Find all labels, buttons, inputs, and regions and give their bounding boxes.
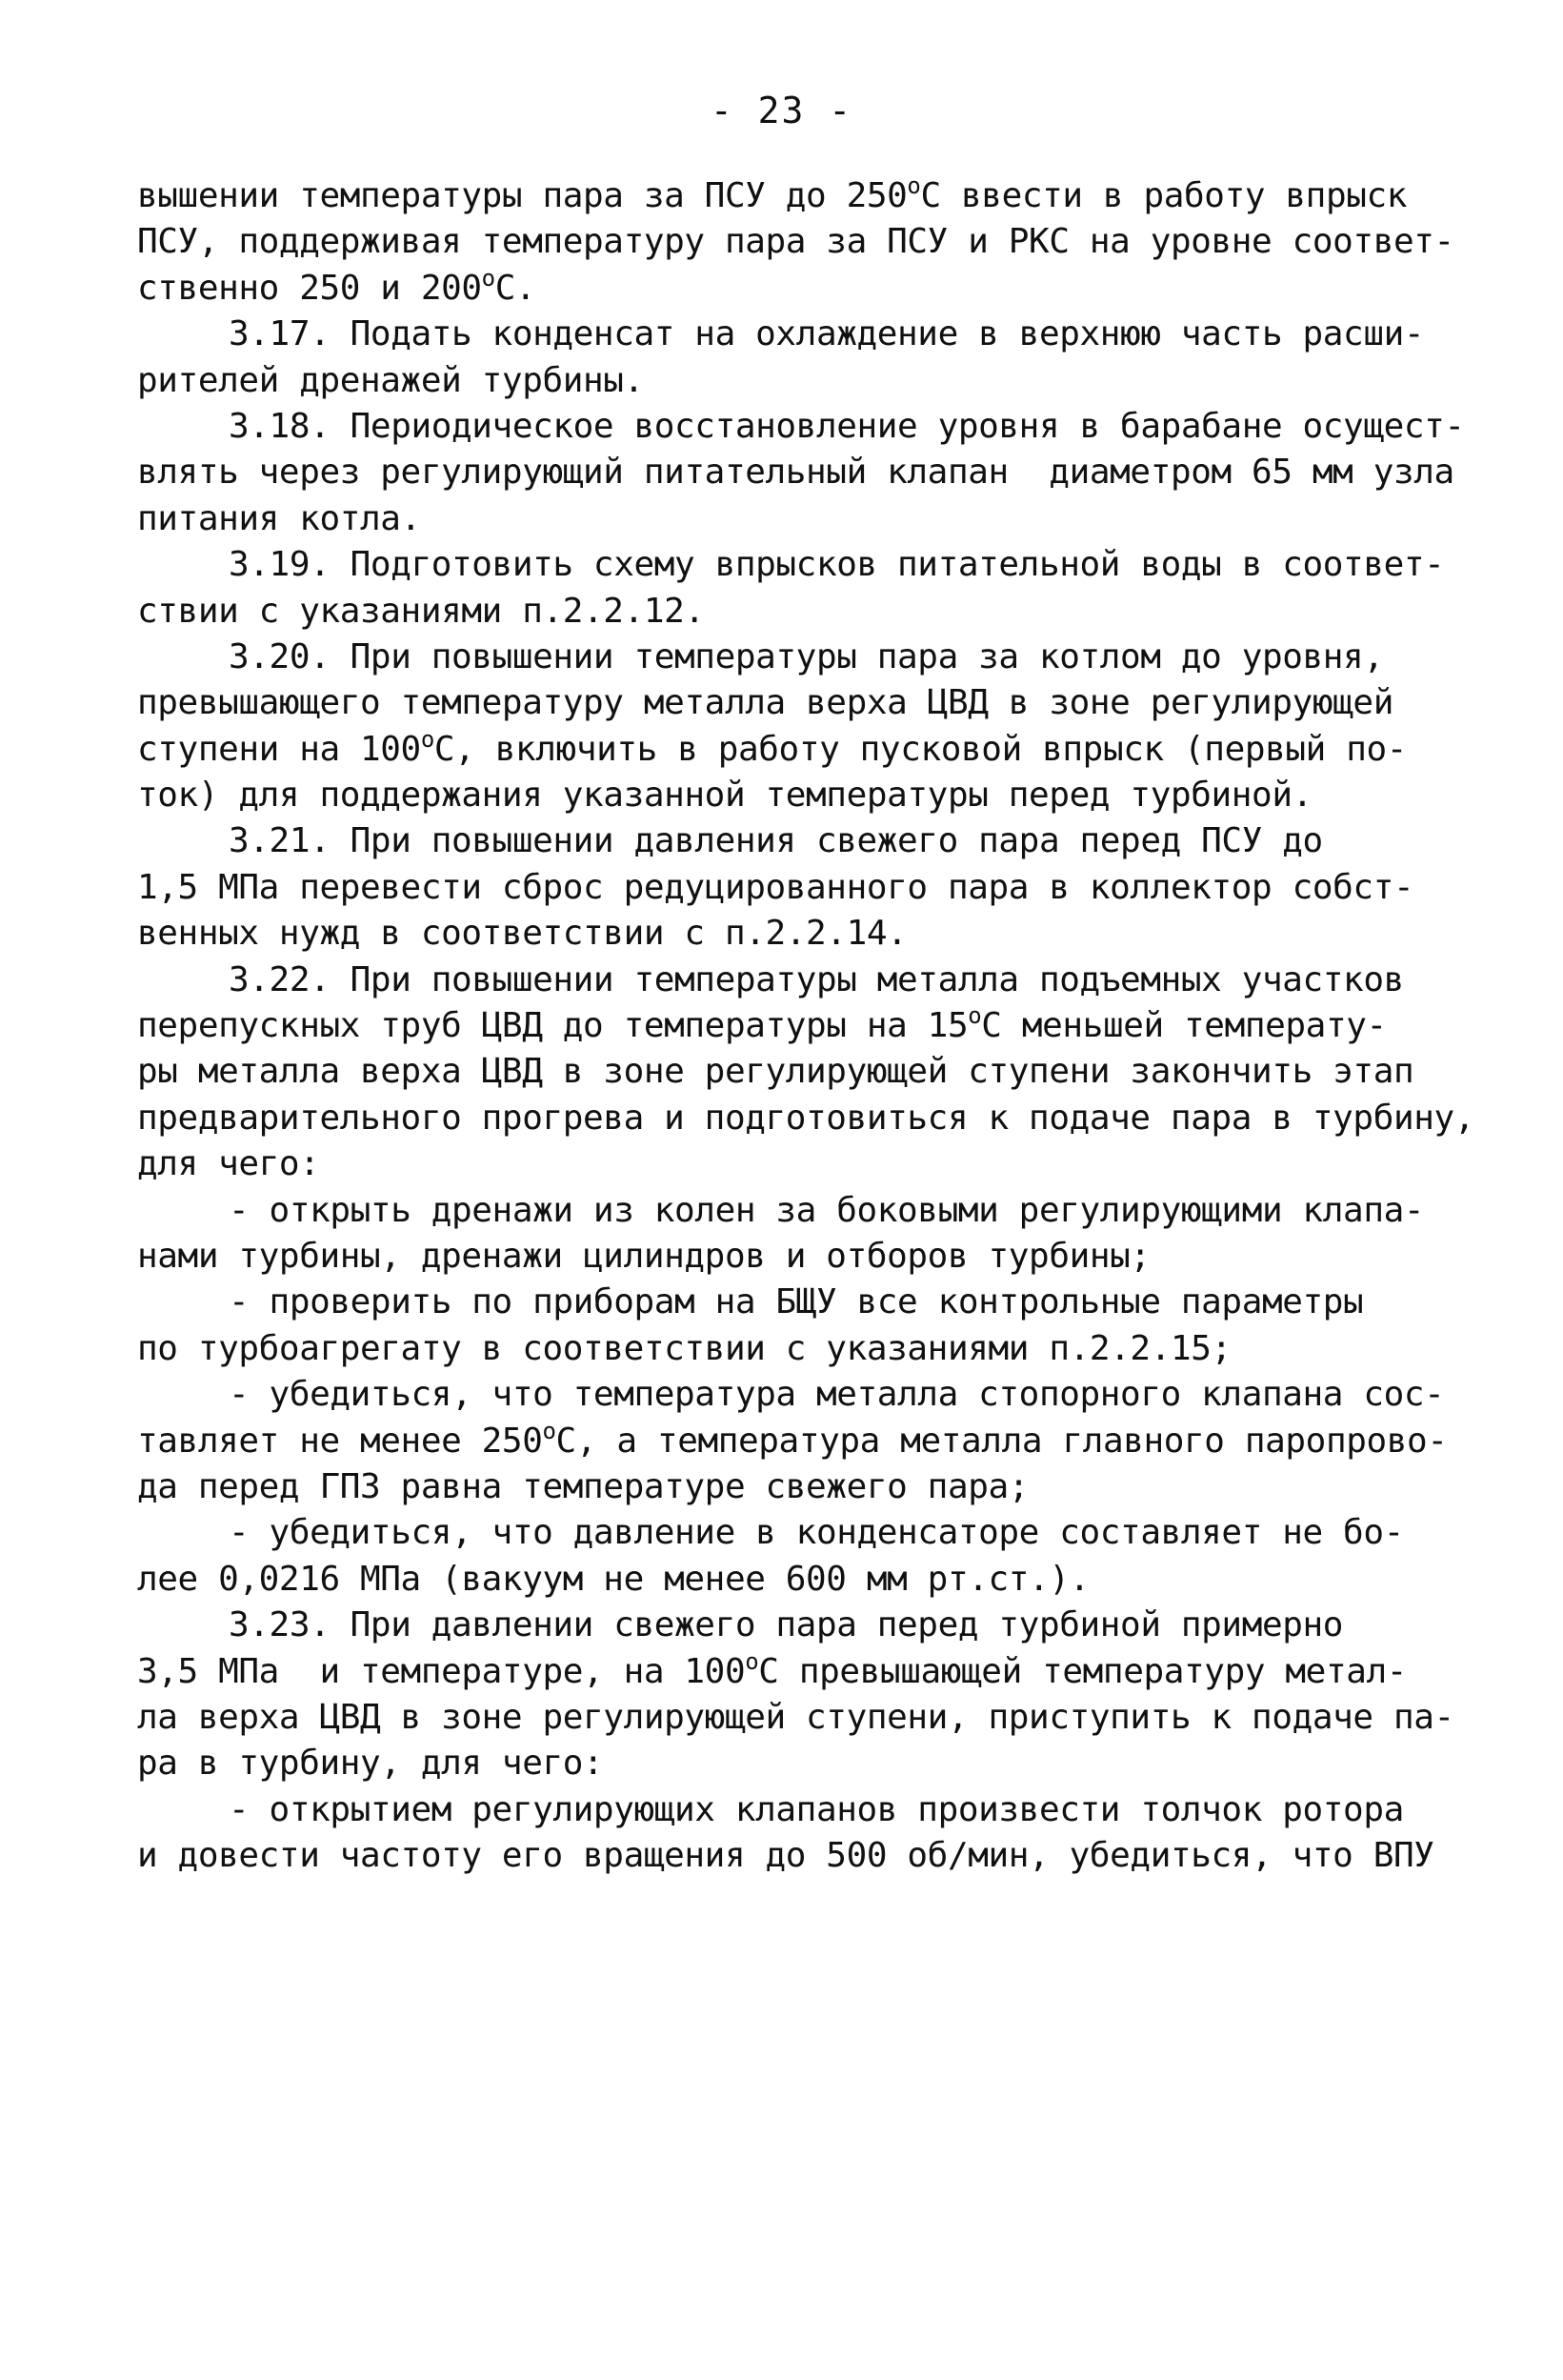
- text-run: ра в турбину, для чего:: [137, 1744, 604, 1784]
- text-line: [137, 1695, 1454, 1741]
- text-run: 3,5 МПа и температуре, на 100: [137, 1651, 746, 1691]
- text-line: [137, 589, 1375, 635]
- text-run: С, а температура металла главного паропрово-: [555, 1421, 1448, 1461]
- text-line: [137, 266, 1375, 312]
- text-run: - убедиться, что температура металла стопорного клапана сос-: [229, 1375, 1445, 1415]
- text-run: влять через регулирующий питательный клапан диаметром 65 мм узла: [137, 453, 1454, 493]
- text-line: [137, 450, 1454, 495]
- text-run: С, включить в работу пусковой впрыск (первый по-: [433, 729, 1408, 769]
- text-line: [137, 1833, 1434, 1879]
- text-line: [137, 496, 1375, 542]
- text-run: 3.18. Периодическое восстановление уровня в барабане осущест-: [229, 406, 1465, 446]
- text-run: 3.19. Подготовить схему впрысков питательной воды в соответ-: [229, 545, 1445, 585]
- text-line: [137, 1557, 1375, 1603]
- degree-superscript: o: [420, 725, 434, 753]
- text-run: тавляет не менее 250: [137, 1421, 543, 1461]
- text-run: ступени на 100: [137, 729, 421, 769]
- text-run: 3.22. При повышении температуры металла подъемных участков: [229, 959, 1404, 999]
- text-line: [137, 1741, 1375, 1786]
- text-line: [137, 1049, 1414, 1095]
- text-line: [137, 1464, 1375, 1510]
- text-line: [137, 404, 1465, 450]
- page-number: - 23 -: [710, 90, 853, 131]
- text-line: [137, 773, 1375, 818]
- text-run: С.: [494, 268, 536, 308]
- text-line: [137, 635, 1384, 680]
- text-line: [137, 358, 1375, 404]
- text-run: предварительного прогрева и подготовиться к подаче пара в турбину,: [137, 1098, 1475, 1138]
- text-line: [137, 1326, 1375, 1372]
- text-run: и довести частоту его вращения до 500 об/мин, убедиться, что ВПУ: [137, 1836, 1434, 1876]
- text-run: да перед ГПЗ равна температуре свежего пара;: [137, 1466, 1030, 1506]
- text-run: для чего:: [137, 1144, 320, 1184]
- text-line: [137, 680, 1393, 726]
- degree-superscript: o: [968, 1002, 982, 1030]
- text-line: [137, 818, 1375, 864]
- text-line: [137, 911, 1375, 957]
- text-line: [137, 1096, 1475, 1141]
- text-line: [137, 1234, 1375, 1280]
- text-run: вышении температуры пара за ПСУ до 250: [137, 176, 908, 215]
- text-line: [137, 312, 1425, 357]
- text-run: 1,5 МПа перевести сброс редуцированного пара в коллектор собст-: [137, 867, 1414, 907]
- text-run: перепускных труб ЦВД до температуры на 15: [137, 1006, 969, 1046]
- text-line: [137, 865, 1414, 911]
- text-run: - проверить по приборам на БЩУ все контрольные параметры: [229, 1282, 1364, 1322]
- text-line: [137, 1647, 1408, 1695]
- text-run: С ввести в работу впрыск: [920, 176, 1408, 215]
- text-run: ла верха ЦВД в зоне регулирующей ступени, приступить к подаче па-: [137, 1697, 1454, 1737]
- text-run: превышающего температуру металла верха ЦВД в зоне регулирующей: [137, 683, 1393, 723]
- text-run: 3.20. При повышении температуры пара за котлом до уровня,: [229, 636, 1384, 676]
- text-line: [137, 542, 1445, 588]
- text-run: венных нужд в соответствии с п.2.2.14.: [137, 914, 908, 954]
- text-run: - открытием регулирующих клапанов произвести толчок ротора: [229, 1789, 1404, 1829]
- degree-superscript: o: [481, 264, 495, 292]
- text-run: питания котла.: [137, 498, 421, 538]
- text-line: [137, 219, 1454, 265]
- text-run: С меньшей температу-: [981, 1006, 1387, 1046]
- text-run: ственно 250 и 200: [137, 268, 482, 308]
- degree-superscript: o: [542, 1417, 556, 1444]
- text-run: лее 0,0216 МПа (вакуум не менее 600 мм рт.ст.).: [137, 1559, 1090, 1599]
- text-run: ПСУ, поддерживая температуру пара за ПСУ и РКС на уровне соответ-: [137, 222, 1454, 262]
- text-line: [137, 1417, 1448, 1464]
- document-body: [137, 172, 1475, 1879]
- text-line: [137, 1510, 1404, 1556]
- text-run: 3.23. При давлении свежего пара перед турбиной примерно: [229, 1605, 1344, 1645]
- text-run: - убедиться, что давление в конденсаторе составляет не бо-: [229, 1513, 1404, 1553]
- text-run: С превышающей температуру метал-: [758, 1651, 1408, 1691]
- text-line: [137, 1787, 1404, 1833]
- degree-superscript: o: [907, 172, 921, 199]
- text-run: ры металла верха ЦВД в зоне регулирующей ступени закончить этап: [137, 1052, 1414, 1092]
- text-line: [137, 1603, 1375, 1648]
- text-run: ток) для поддержания указанной температуры перед турбиной.: [137, 776, 1313, 816]
- text-line: [137, 958, 1404, 1003]
- text-run: 3.21. При повышении давления свежего пара перед ПСУ до: [229, 821, 1323, 861]
- text-run: по турбоагрегату в соответствии с указаниями п.2.2.15;: [137, 1328, 1232, 1368]
- text-run: нами турбины, дренажи цилиндров и отборов турбины;: [137, 1236, 1151, 1276]
- text-line: [137, 1188, 1425, 1234]
- text-run: 3.17. Подать конденсат на охлаждение в верхнюю часть расши-: [229, 314, 1425, 354]
- text-run: - открыть дренажи из колен за боковыми регулирующими клапа-: [229, 1190, 1425, 1230]
- text-run: рителей дренажей турбины.: [137, 360, 644, 400]
- text-line: [137, 1372, 1445, 1418]
- text-run: ствии с указаниями п.2.2.12.: [137, 591, 705, 631]
- text-line: [137, 1002, 1387, 1049]
- text-line: [137, 172, 1408, 219]
- text-line: [137, 725, 1408, 773]
- text-line: [137, 1280, 1375, 1325]
- text-line: [137, 1141, 1375, 1187]
- degree-superscript: o: [745, 1647, 759, 1675]
